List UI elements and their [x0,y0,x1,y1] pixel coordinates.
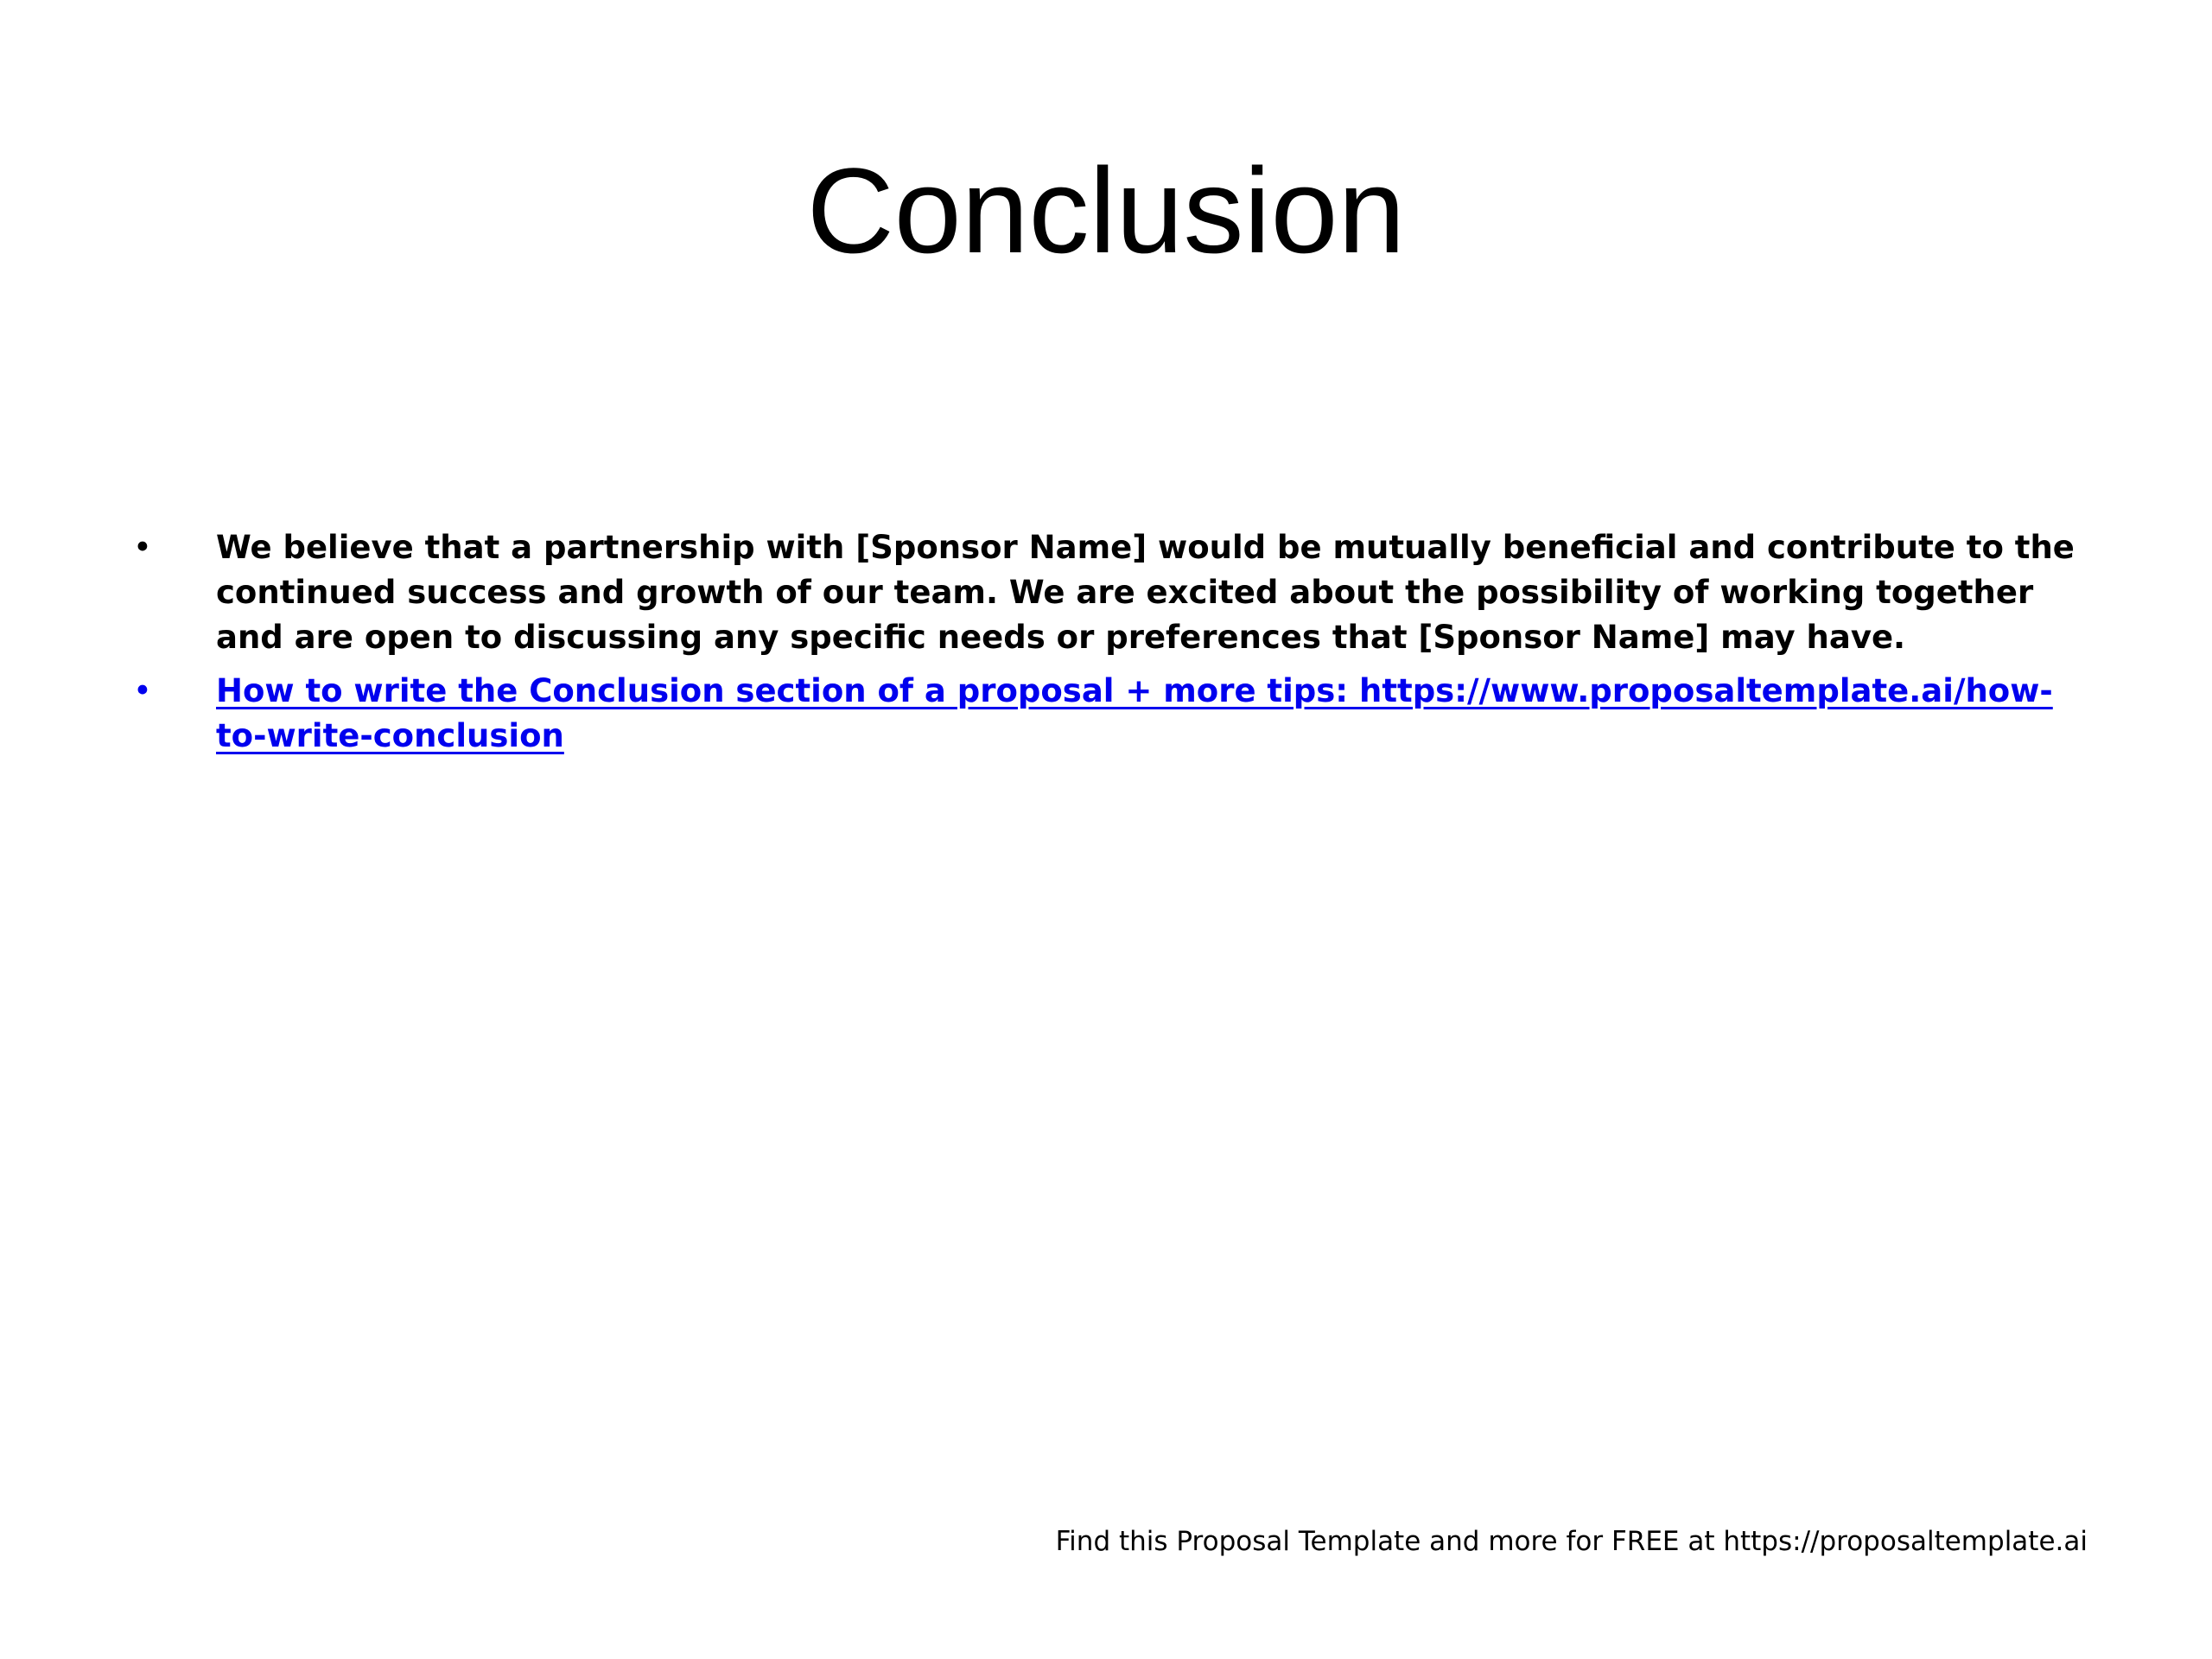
footer-text: Find this Proposal Template and more for FREE at https://proposaltemplate.ai [1055,1526,2088,1557]
slide-title: Conclusion [806,143,1406,278]
bullet-list [130,525,2100,767]
conclusion-paragraph: We believe that a partnership with [Sponsor Name] would be mutually beneficial and contribute to the continued success and growth of our team. We are excited about the possibility of working together and are open to discussing any specific needs or preferences that [Sponsor Name] may have. [216,529,2075,656]
bullet-marker: • [133,672,152,709]
bullet-marker: • [133,529,152,566]
list-item-tips-link [130,669,2100,759]
conclusion-tips-link[interactable]: How to write the Conclusion section of a proposal + more tips: https://www.proposaltemplate.ai/how-to-write-conclusion [216,672,2053,754]
list-item-conclusion-text [130,525,2100,660]
